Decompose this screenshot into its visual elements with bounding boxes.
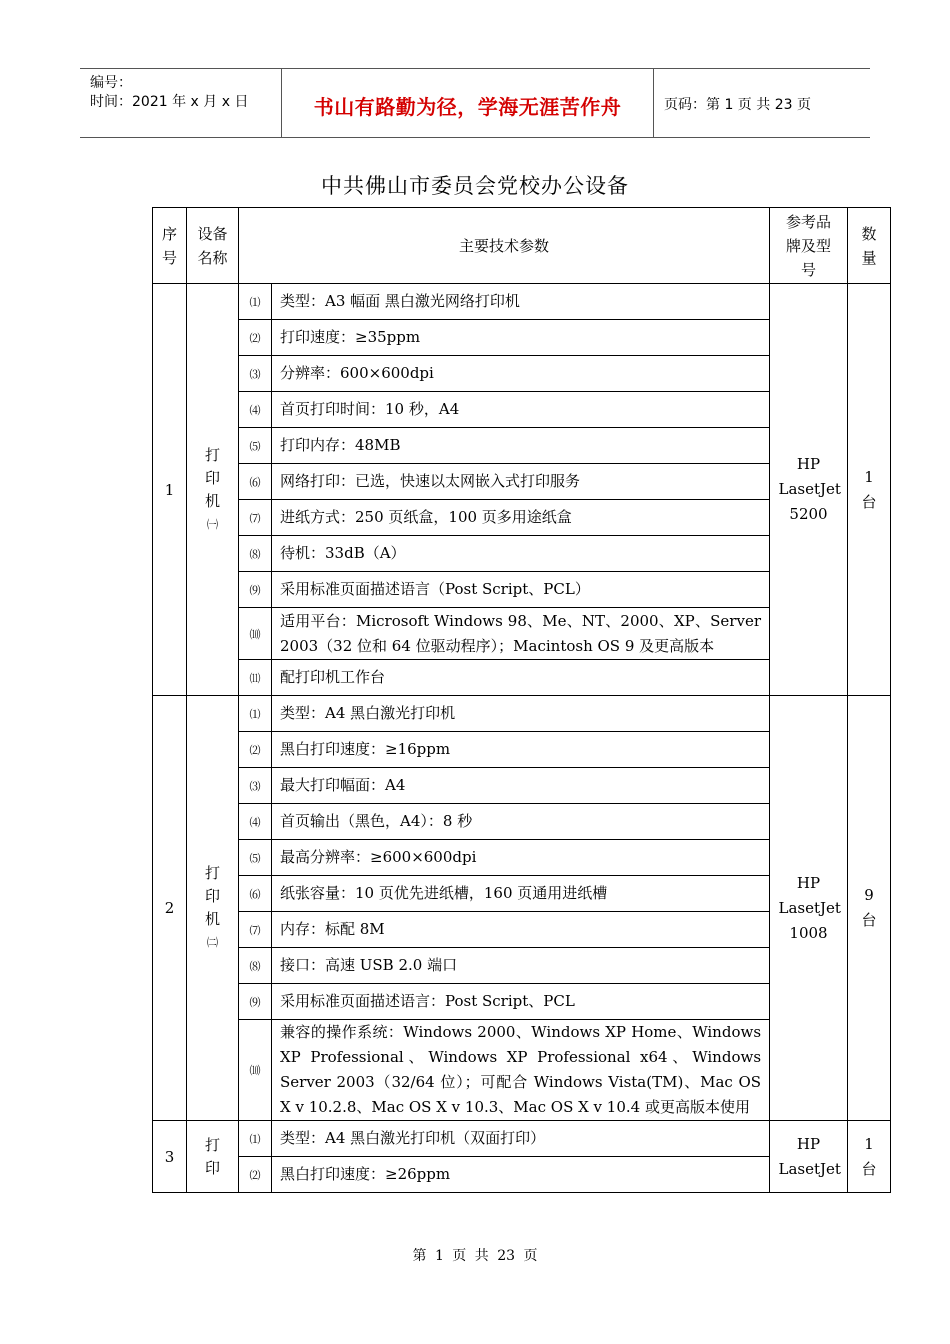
param-text: 首页打印时间：10 秒，A4 bbox=[272, 392, 770, 428]
header-brand: 参考品牌及型号 bbox=[770, 208, 848, 284]
param-text: 打印内存：48MB bbox=[272, 428, 770, 464]
param-text: 接口：高速 USB 2.0 端口 bbox=[272, 948, 770, 984]
item-seq: 3 bbox=[153, 1121, 187, 1193]
item-name-text: 打印机 bbox=[204, 445, 220, 510]
item-name bbox=[187, 696, 239, 1121]
param-index: ⑶ bbox=[239, 356, 272, 392]
param-index: ⑹ bbox=[239, 876, 272, 912]
header-name: 设备名称 bbox=[187, 208, 239, 284]
item-name-text: 打印机 bbox=[204, 864, 220, 928]
param-text: 配打印机工作台 bbox=[272, 660, 770, 696]
item-brand-text: HP LasetJet 5200 bbox=[778, 455, 841, 523]
motto-text: 书山有路勤为径，学海无涯苦作舟 bbox=[313, 95, 622, 119]
document-title: 中共佛山市委员会党校办公设备 bbox=[321, 174, 629, 198]
date-label: 时间：2021 年 x 月 x 日 bbox=[90, 94, 249, 110]
param-text: 黑白打印速度：≥16ppm bbox=[272, 732, 770, 768]
param-text: 纸张容量：10 页优先进纸槽，160 页通用进纸槽 bbox=[272, 876, 770, 912]
item-qty-text: 1 台 bbox=[861, 1134, 877, 1178]
param-text: 兼容的操作系统：Windows 2000、Windows XP Home、Windows XP Professional、Windows XP Professional x64、Windows Server 2003（32/64 位）；可配合 Windows Vista(TM)、Mac OS X v 10.2.8、Mac OS X v 10.3、Mac OS X v 10.4 或更高版本使用 bbox=[272, 1020, 770, 1121]
equipment-table bbox=[152, 207, 891, 1193]
param-text: 打印速度：≥35ppm bbox=[272, 320, 770, 356]
document-header bbox=[80, 68, 870, 138]
item-brand-text: HP LasetJet bbox=[778, 1134, 841, 1178]
param-index: ⑺ bbox=[239, 912, 272, 948]
param-index: ⑴ bbox=[239, 1121, 272, 1157]
param-text: 最高分辨率：≥600×600dpi bbox=[272, 840, 770, 876]
param-index: ⑹ bbox=[239, 464, 272, 500]
page-footer: 第 1 页 共 23 页 bbox=[412, 1248, 538, 1264]
item-name bbox=[187, 284, 239, 696]
item-name-suffix: ㈠ bbox=[207, 517, 218, 531]
param-text: 首页输出（黑色，A4）：8 秒 bbox=[272, 804, 770, 840]
param-index: ⑻ bbox=[239, 948, 272, 984]
param-text: 类型：A4 黑白激光打印机 bbox=[272, 696, 770, 732]
item-qty-text: 1 台 bbox=[861, 467, 877, 511]
param-index: ⑷ bbox=[239, 804, 272, 840]
item-brand bbox=[770, 284, 848, 696]
param-text: 采用标准页面描述语言：Post Script、PCL bbox=[272, 984, 770, 1020]
header-motto-cell bbox=[282, 69, 654, 137]
header-seq: 序号 bbox=[153, 208, 187, 284]
param-index: ⑷ bbox=[239, 392, 272, 428]
item-seq: 1 bbox=[153, 284, 187, 696]
param-index: ⑸ bbox=[239, 428, 272, 464]
param-index: ⑼ bbox=[239, 572, 272, 608]
param-index: ⑵ bbox=[239, 732, 272, 768]
param-index: ⑵ bbox=[239, 320, 272, 356]
item-brand bbox=[770, 696, 848, 1121]
item-seq: 2 bbox=[153, 696, 187, 1121]
serial-label: 编号： bbox=[90, 75, 132, 91]
item-name bbox=[187, 1121, 239, 1193]
param-index: ⑼ bbox=[239, 984, 272, 1020]
page-info: 页码：第 1 页 共 23 页 bbox=[664, 97, 811, 113]
header-params: 主要技术参数 bbox=[239, 208, 770, 284]
item-qty bbox=[848, 284, 891, 696]
item-qty-text: 9 台 bbox=[861, 886, 877, 929]
table-row bbox=[153, 696, 891, 732]
header-info-cell bbox=[80, 69, 282, 137]
table-header-row bbox=[153, 208, 891, 284]
header-page-cell bbox=[654, 69, 870, 137]
item-brand-text: HP LasetJet 1008 bbox=[778, 873, 841, 942]
param-index: ⑻ bbox=[239, 536, 272, 572]
param-index: ⑸ bbox=[239, 840, 272, 876]
param-text: 网络打印：已选，快速以太网嵌入式打印服务 bbox=[272, 464, 770, 500]
param-text: 类型：A3 幅面 黑白激光网络打印机 bbox=[272, 284, 770, 320]
param-index: ⑴ bbox=[239, 696, 272, 732]
param-text: 进纸方式：250 页纸盒，100 页多用途纸盒 bbox=[272, 500, 770, 536]
param-index: ⑵ bbox=[239, 1157, 272, 1193]
param-index: ⑽ bbox=[239, 1020, 272, 1121]
table-row bbox=[153, 1121, 891, 1157]
item-name-text: 打印 bbox=[204, 1135, 220, 1177]
param-text: 分辨率：600×600dpi bbox=[272, 356, 770, 392]
item-qty bbox=[848, 696, 891, 1121]
param-index: ⑾ bbox=[239, 660, 272, 696]
param-text: 最大打印幅面：A4 bbox=[272, 768, 770, 804]
item-qty bbox=[848, 1121, 891, 1193]
param-index: ⑽ bbox=[239, 608, 272, 660]
param-index: ⑶ bbox=[239, 768, 272, 804]
header-qty: 数量 bbox=[848, 208, 891, 284]
param-text: 类型：A4 黑白激光打印机（双面打印） bbox=[272, 1121, 770, 1157]
table-row bbox=[153, 284, 891, 320]
param-index: ⑺ bbox=[239, 500, 272, 536]
param-text: 内存：标配 8M bbox=[272, 912, 770, 948]
param-text: 采用标准页面描述语言（Post Script、PCL） bbox=[272, 572, 770, 608]
item-brand bbox=[770, 1121, 848, 1193]
item-name-suffix: ㈡ bbox=[207, 936, 218, 949]
param-text: 待机：33dB（A） bbox=[272, 536, 770, 572]
param-text: 适用平台：Microsoft Windows 98、Me、NT、2000、XP、Server 2003（32 位和 64 位驱动程序）；Macintosh OS 9 及更高版本 bbox=[272, 608, 770, 660]
param-index: ⑴ bbox=[239, 284, 272, 320]
param-text: 黑白打印速度：≥26ppm bbox=[272, 1157, 770, 1193]
